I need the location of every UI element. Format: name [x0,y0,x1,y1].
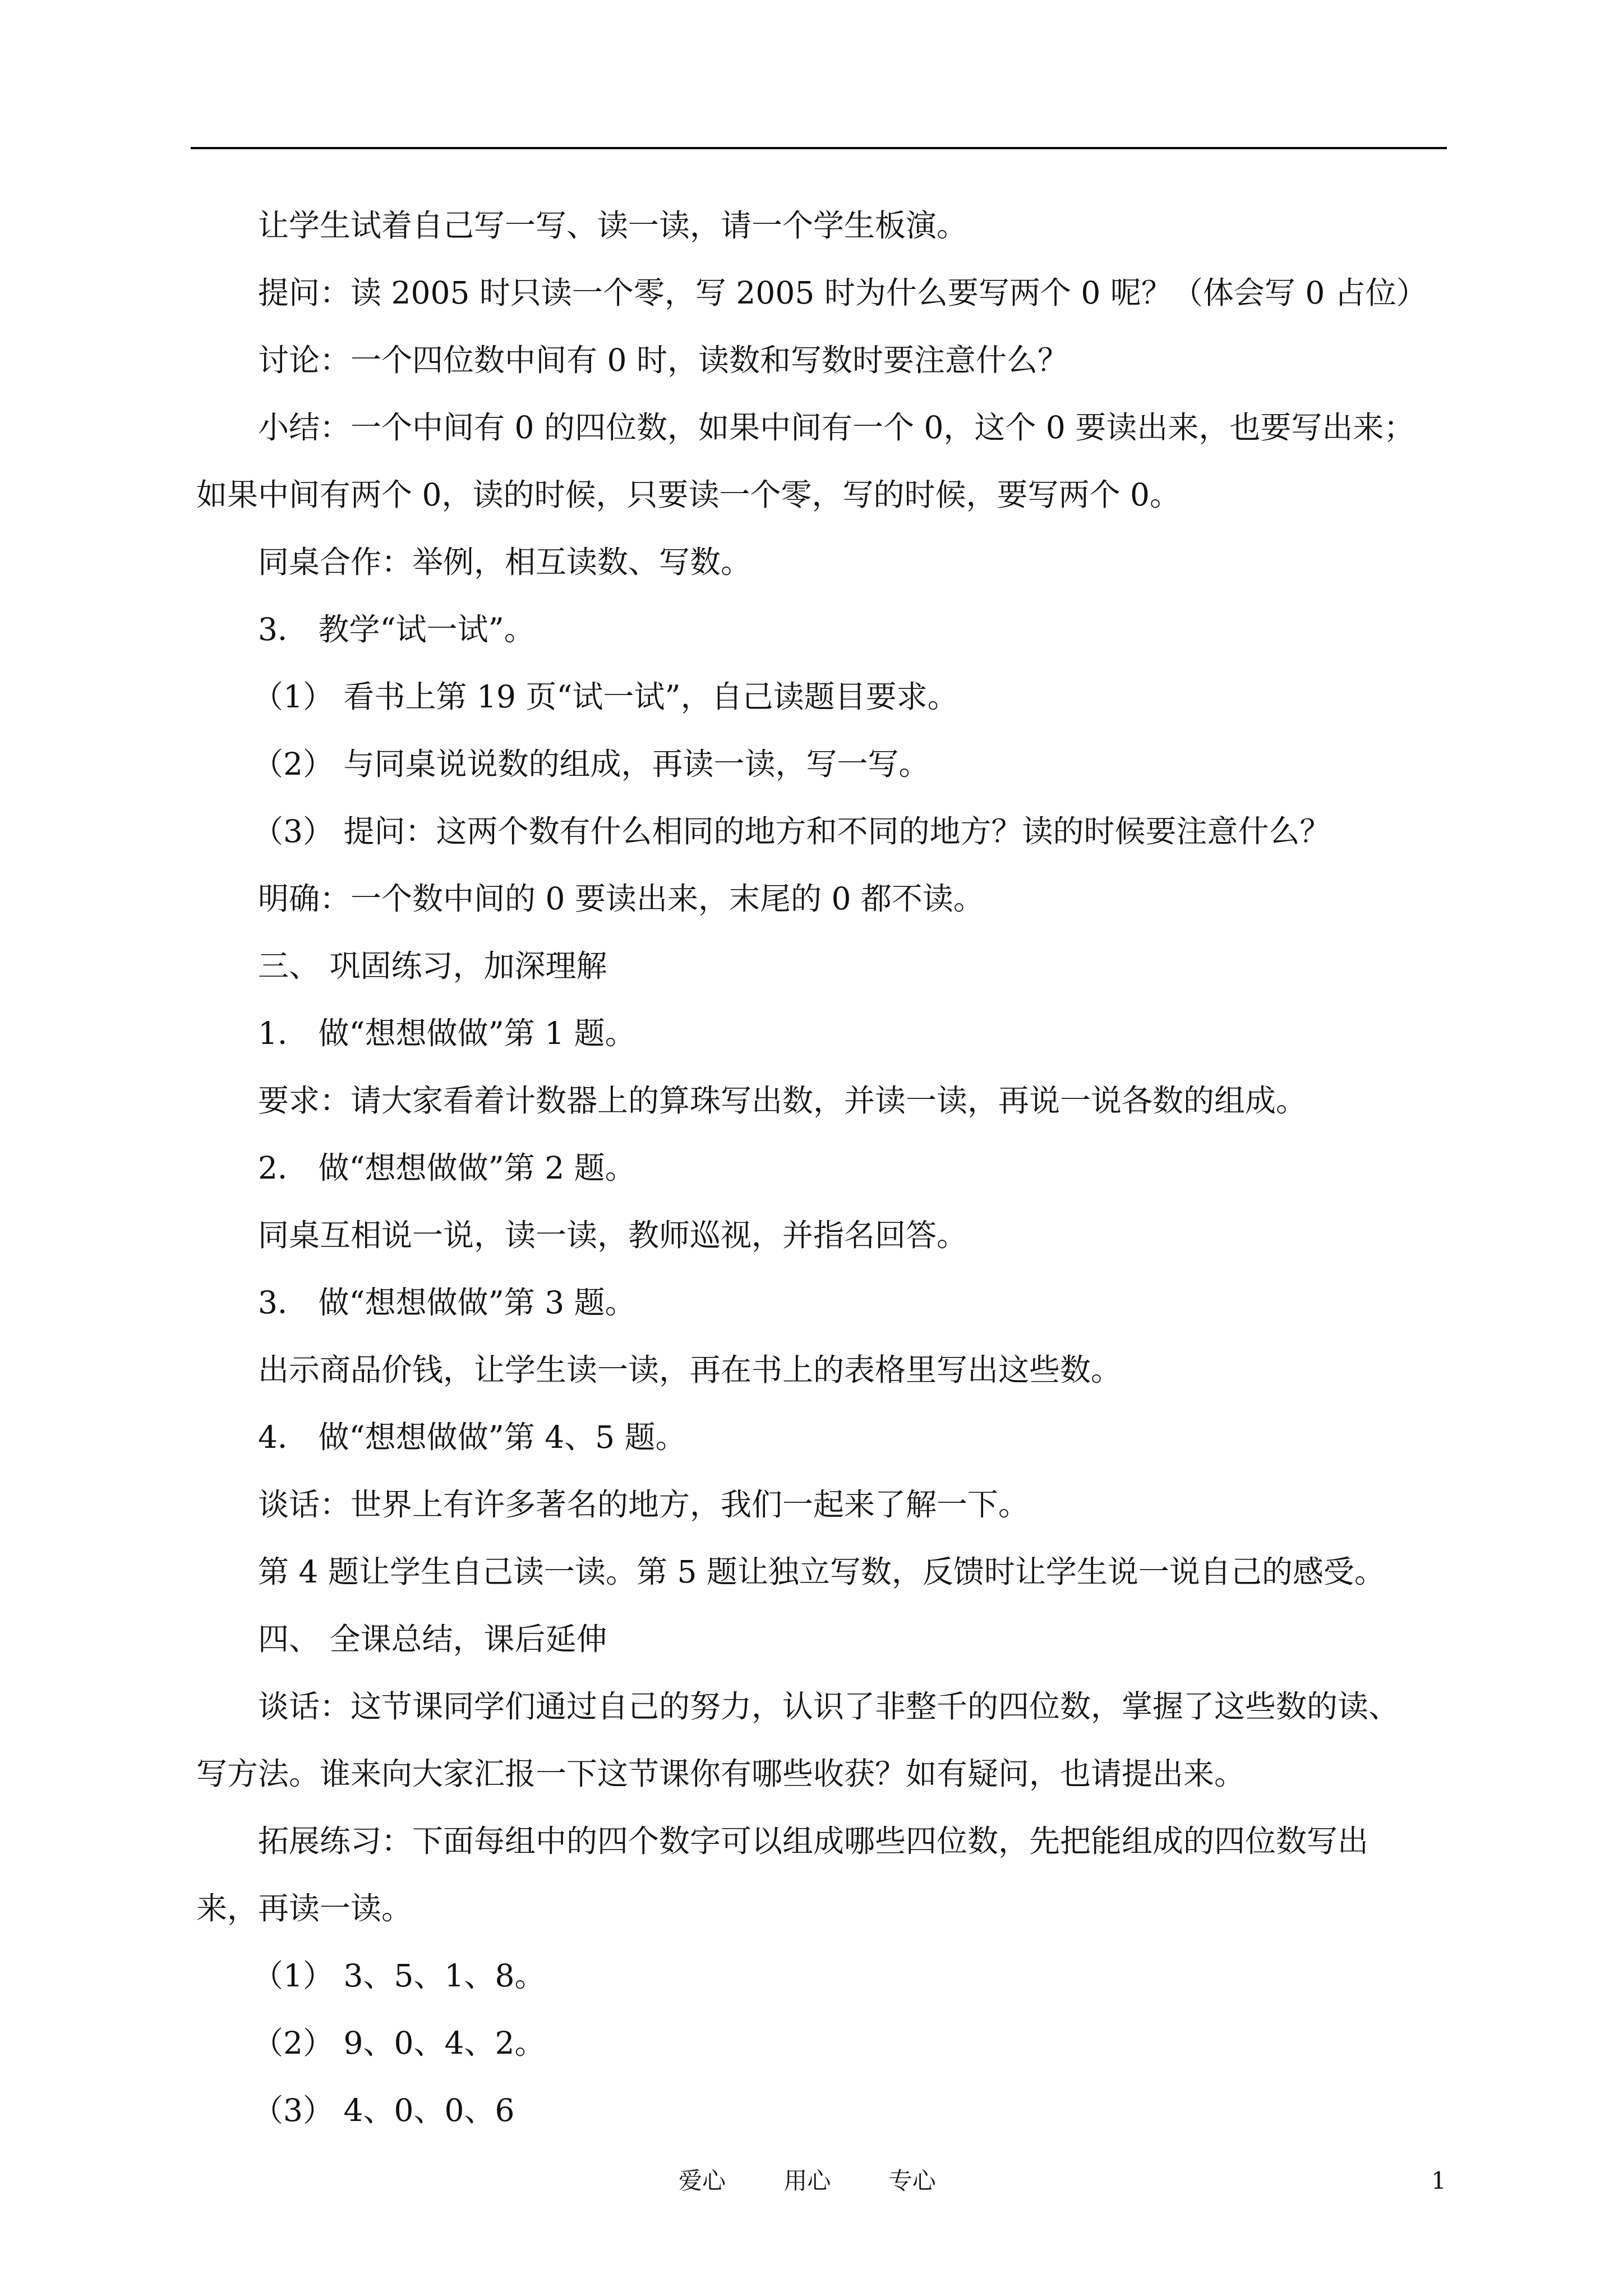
text-line: 让学生试着自己写一写、读一读，请一个学生板演。 [258,208,968,243]
text-line: 谈话：这节课同学们通过自己的努力，认识了非整千的四位数，掌握了这些数的读、 [258,1688,1400,1724]
footer-slogan-item: 用心 [783,2167,831,2194]
text-line: 明确：一个数中间的 0 要读出来，末尾的 0 都不读。 [258,881,984,917]
section-heading: 四、 全课总结，课后延伸 [258,1621,607,1657]
text-line: 1． 做“想想做做”第 1 题。 [258,1015,636,1051]
text-line: 第 4 题让学生自己读一读。第 5 题让独立写数，反馈时让学生说一说自己的感受。 [258,1554,1385,1590]
list-item: （3） 4、0、0、6 [252,2092,515,2128]
text-line: 写方法。谁来向大家汇报一下这节课你有哪些收获？如有疑问，也请提出来。 [196,1756,1246,1792]
text-line: 4． 做“想想做做”第 4、5 题。 [258,1419,686,1455]
text-line: 出示商品价钱，让学生读一读，再在书上的表格里写出这些数。 [258,1352,1122,1388]
page-number: 1 [1431,2167,1446,2194]
footer-slogan-item: 专心 [888,2167,936,2194]
page-footer [0,2164,1623,2198]
paragraph-summary [196,411,1447,512]
document-body [196,209,1447,2161]
text-line: （2） 与同桌说说数的组成，再读一读，写一写。 [252,746,930,782]
text-line: 2． 做“想想做做”第 2 题。 [258,1150,636,1186]
text-line: 同桌互相说一说，读一读，教师巡视，并指名回答。 [258,1217,968,1253]
paragraph-extension [196,1824,1447,1925]
text-line: （1） 看书上第 19 页“试一试”，自己读题目要求。 [252,679,958,715]
section-heading: 三、 巩固练习，加深理解 [258,948,607,984]
text-line: 同桌合作：举例，相互读数、写数。 [258,544,752,580]
text-line: 3． 教学“试一试”。 [258,611,535,647]
footer-slogan [679,2164,936,2198]
list-item: （2） 9、0、4、2。 [252,2025,546,2061]
text-line: 来，再读一读。 [196,1890,413,1926]
text-line: （3） 提问：这两个数有什么相同的地方和不同的地方？读的时候要注意什么？ [252,813,1331,849]
text-line: 讨论：一个四位数中间有 0 时，读数和写数时要注意什么？ [258,342,1068,378]
text-line: 3． 做“想想做做”第 3 题。 [258,1285,636,1320]
text-line: 拓展练习：下面每组中的四个数字可以组成哪些四位数，先把能组成的四位数写出 [258,1823,1369,1859]
text-line: 要求：请大家看着计数器上的算珠写出数，并读一读，再说一说各数的组成。 [258,1083,1307,1119]
text-line: 谈话：世界上有许多著名的地方，我们一起来了解一下。 [258,1487,1030,1522]
text-line: 如果中间有两个 0，读的时候，只要读一个零，写的时候，要写两个 0。 [196,477,1181,513]
footer-slogan-item: 爱心 [679,2167,726,2194]
text-line: 提问：读 2005 时只读一个零，写 2005 时为什么要写两个 0 呢？（体会写 0 占位） [258,275,1427,311]
paragraph-talk [196,1690,1447,1791]
text-line: 小结：一个中间有 0 的四位数，如果中间有一个 0，这个 0 要读出来，也要写出来； [258,409,1415,445]
header-rule [191,147,1447,149]
list-item: （1） 3、5、1、8。 [252,1958,546,1994]
